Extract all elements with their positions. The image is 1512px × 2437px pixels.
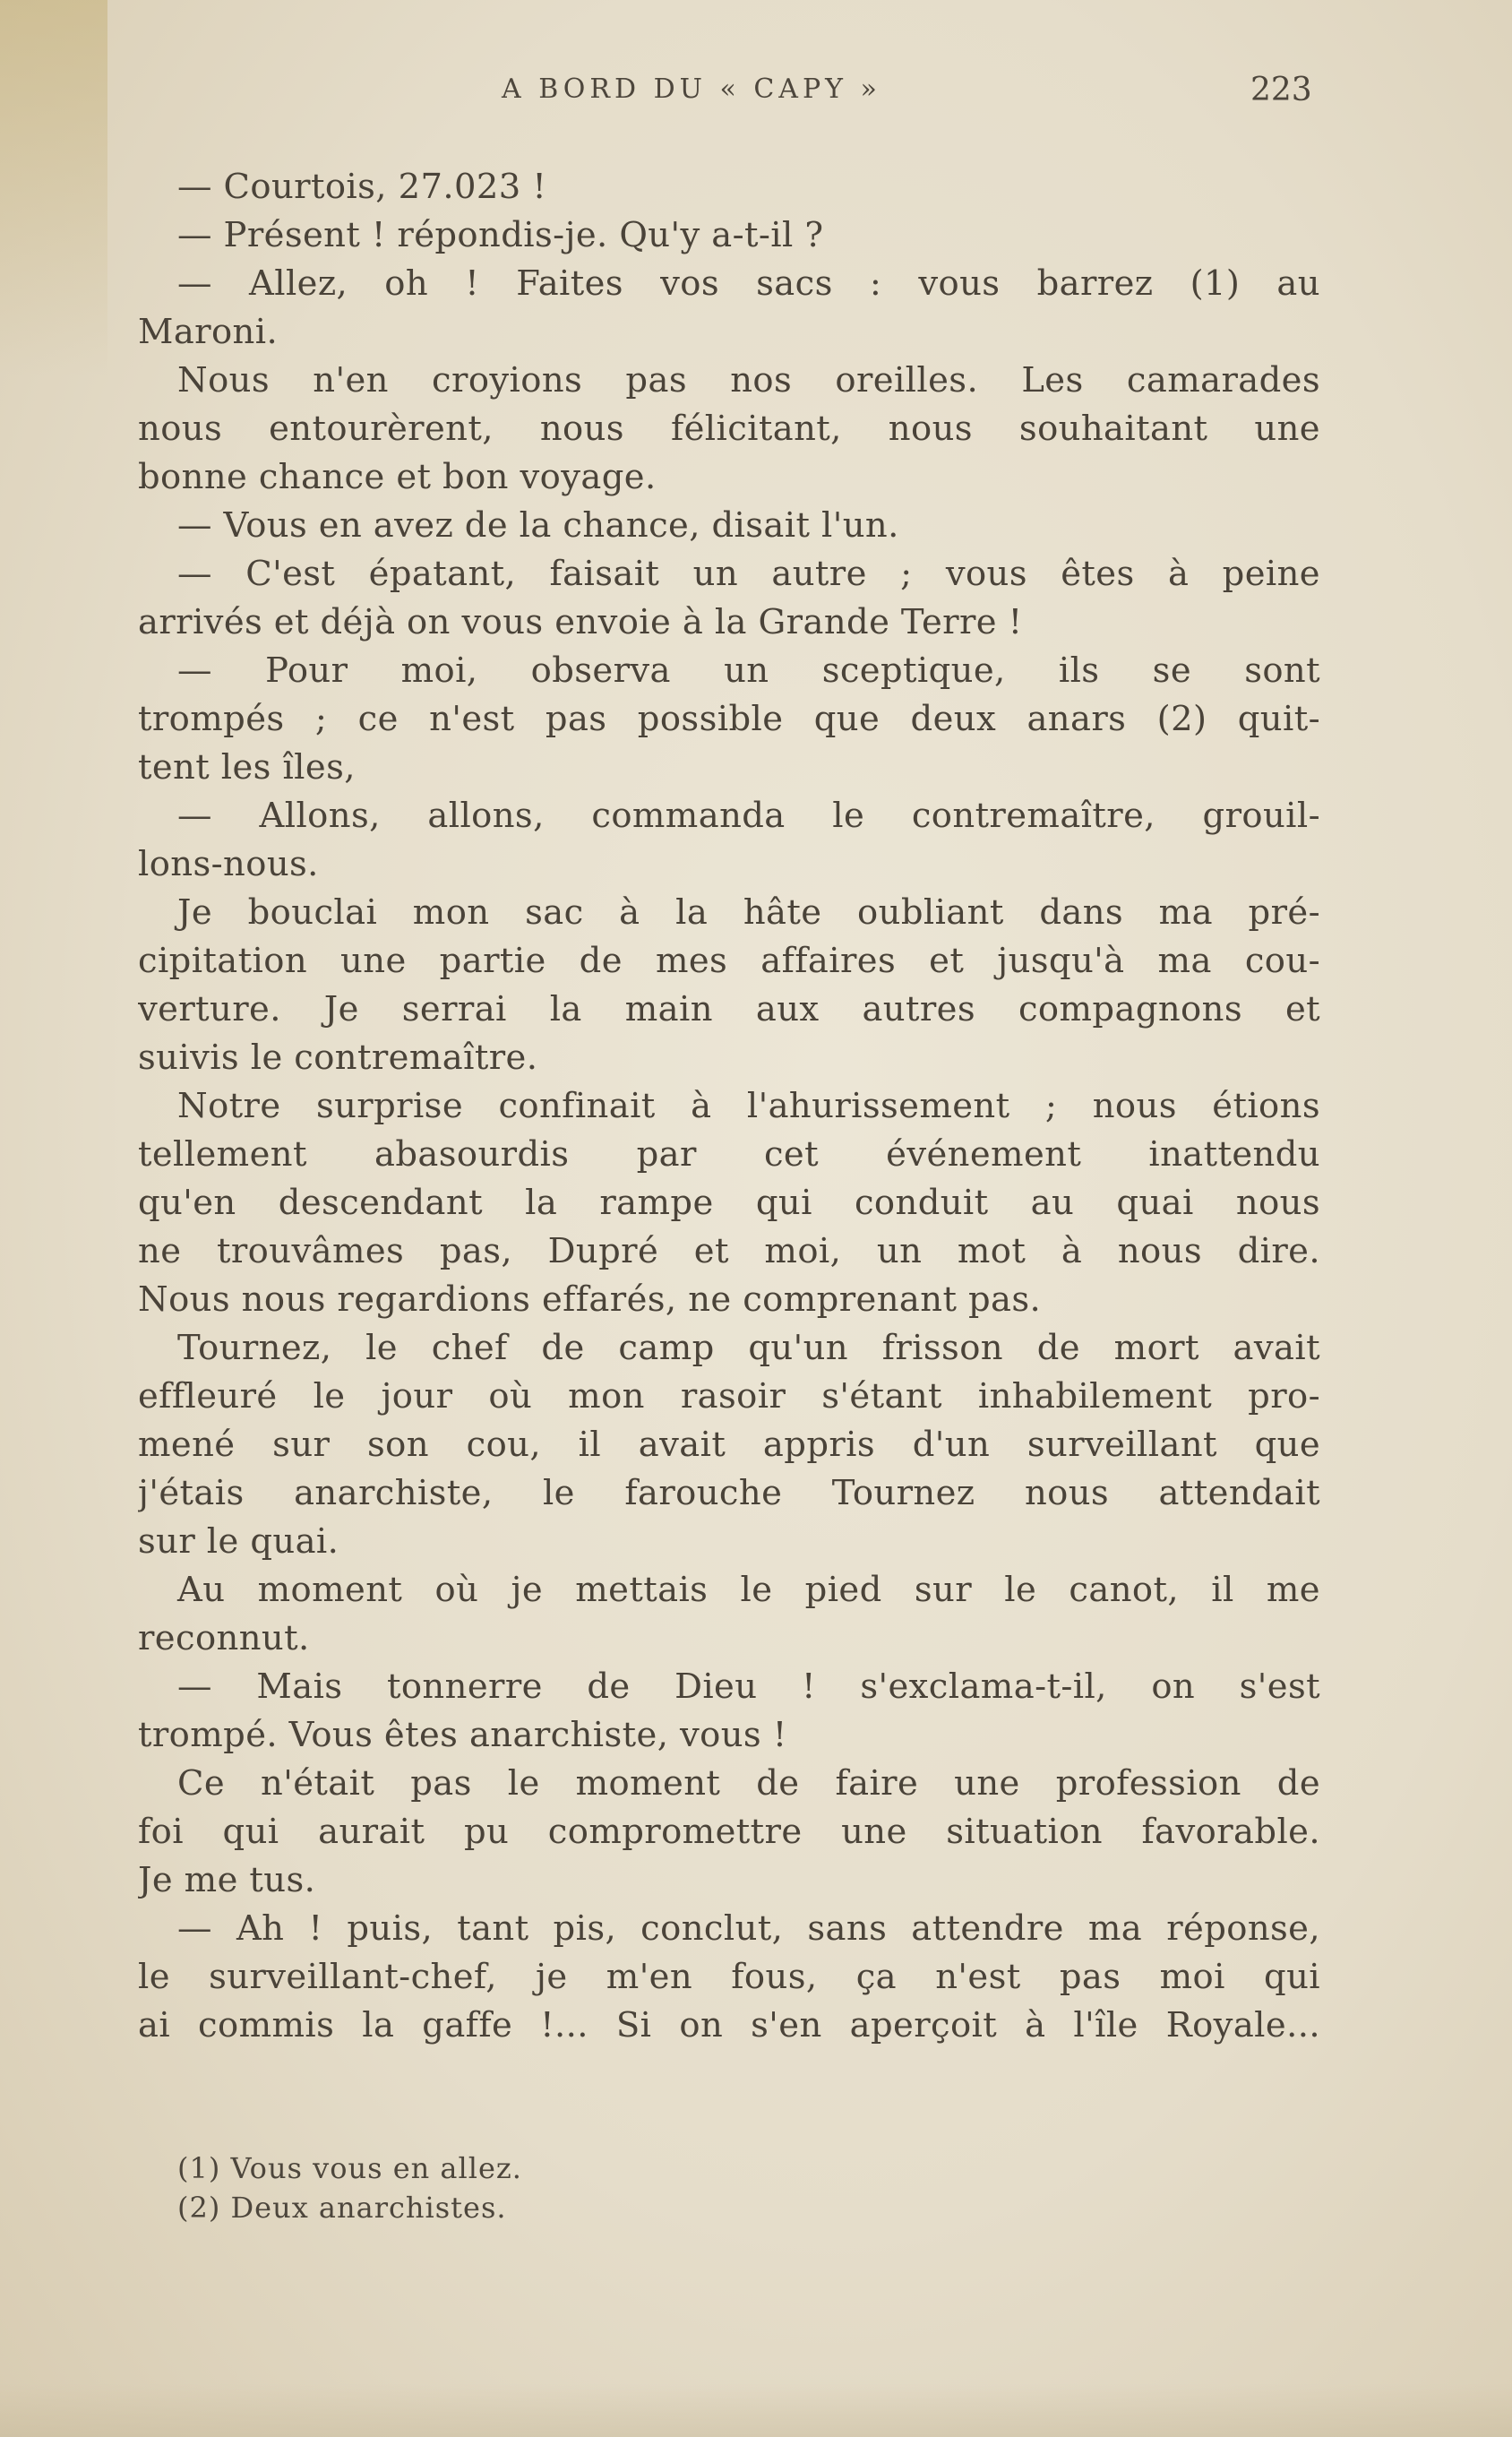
text-line: nous entourèrent, nous félicitant, nous souhaitant une xyxy=(138,409,1320,449)
running-title: A BORD DU « CAPY » xyxy=(502,73,881,105)
text-line: lons-nous. xyxy=(138,844,319,884)
text-line: Maroni. xyxy=(138,312,279,352)
footnotes xyxy=(177,2149,984,2227)
text-line: — C'est épatant, faisait un autre ; vous êtes à peine xyxy=(177,554,1320,594)
text-line: — Pour moi, observa un sceptique, ils se sont xyxy=(177,650,1320,691)
text-line: qu'en descendant la rampe qui conduit au quai nous xyxy=(138,1183,1320,1223)
text-line: Nous nous regardions effarés, ne comprenant pas. xyxy=(138,1279,1042,1320)
text-line: Je me tus. xyxy=(138,1860,316,1900)
page-header xyxy=(0,73,1512,118)
body-text xyxy=(138,163,1320,2050)
page-number: 223 xyxy=(1250,72,1312,108)
text-line: — Présent ! répondis-je. Qu'y a-t-il ? xyxy=(177,215,824,255)
text-line: mené sur son cou, il avait appris d'un surveillant que xyxy=(138,1425,1320,1465)
text-line: — Courtois, 27.023 ! xyxy=(177,167,547,207)
text-line: sur le quai. xyxy=(138,1521,339,1562)
text-line: verture. Je serrai la main aux autres compagnons et xyxy=(138,989,1320,1029)
text-line: suivis le contremaître. xyxy=(138,1038,538,1078)
paper-edge-shadow xyxy=(0,2383,1512,2437)
text-line: le surveillant-chef, je m'en fous, ça n'est pas moi qui xyxy=(138,1957,1320,1997)
text-line: Notre surprise confinait à l'ahurissement ; nous étions xyxy=(177,1086,1320,1126)
text-line: tellement abasourdis par cet événement inattendu xyxy=(138,1134,1320,1175)
text-line: — Mais tonnerre de Dieu ! s'exclama-t-il, on s'est xyxy=(177,1666,1320,1707)
footnote: (1) Vous vous en allez. xyxy=(177,2151,522,2185)
paper-stain xyxy=(0,0,107,376)
text-line: Ce n'était pas le moment de faire une profession de xyxy=(177,1763,1320,1804)
text-line: reconnut. xyxy=(138,1618,310,1658)
text-line: j'étais anarchiste, le farouche Tournez nous attendait xyxy=(138,1473,1320,1513)
text-line: Tournez, le chef de camp qu'un frisson de mort avait xyxy=(177,1328,1320,1368)
text-line: ai commis la gaffe !... Si on s'en aperçoit à l'île Royale... xyxy=(138,2005,1320,2045)
text-line: ne trouvâmes pas, Dupré et moi, un mot à nous dire. xyxy=(138,1231,1320,1271)
text-line: Nous n'en croyions pas nos oreilles. Les camarades xyxy=(177,360,1320,400)
text-line: — Ah ! puis, tant pis, conclut, sans attendre ma réponse, xyxy=(177,1908,1320,1949)
text-line: Je bouclai mon sac à la hâte oubliant dans ma pré- xyxy=(177,892,1320,933)
footnote: (2) Deux anarchistes. xyxy=(177,2191,507,2225)
text-line: trompé. Vous êtes anarchiste, vous ! xyxy=(138,1715,787,1755)
text-line: tent les îles, xyxy=(138,747,356,788)
text-line: — Vous en avez de la chance, disait l'un. xyxy=(177,505,899,546)
text-line: cipitation une partie de mes affaires et jusqu'à ma cou- xyxy=(138,941,1320,981)
text-line: foi qui aurait pu compromettre une situation favorable. xyxy=(138,1812,1320,1852)
text-line: effleuré le jour où mon rasoir s'étant inhabilement pro- xyxy=(138,1376,1320,1417)
text-line: arrivés et déjà on vous envoie à la Grande Terre ! xyxy=(138,602,1023,642)
text-line: — Allez, oh ! Faites vos sacs : vous barrez (1) au xyxy=(177,263,1320,304)
text-line: bonne chance et bon voyage. xyxy=(138,457,657,497)
text-line: trompés ; ce n'est pas possible que deux anars (2) quit- xyxy=(138,699,1320,739)
text-line: — Allons, allons, commanda le contremaître, grouil- xyxy=(177,796,1320,836)
text-line: Au moment où je mettais le pied sur le canot, il me xyxy=(177,1570,1320,1610)
